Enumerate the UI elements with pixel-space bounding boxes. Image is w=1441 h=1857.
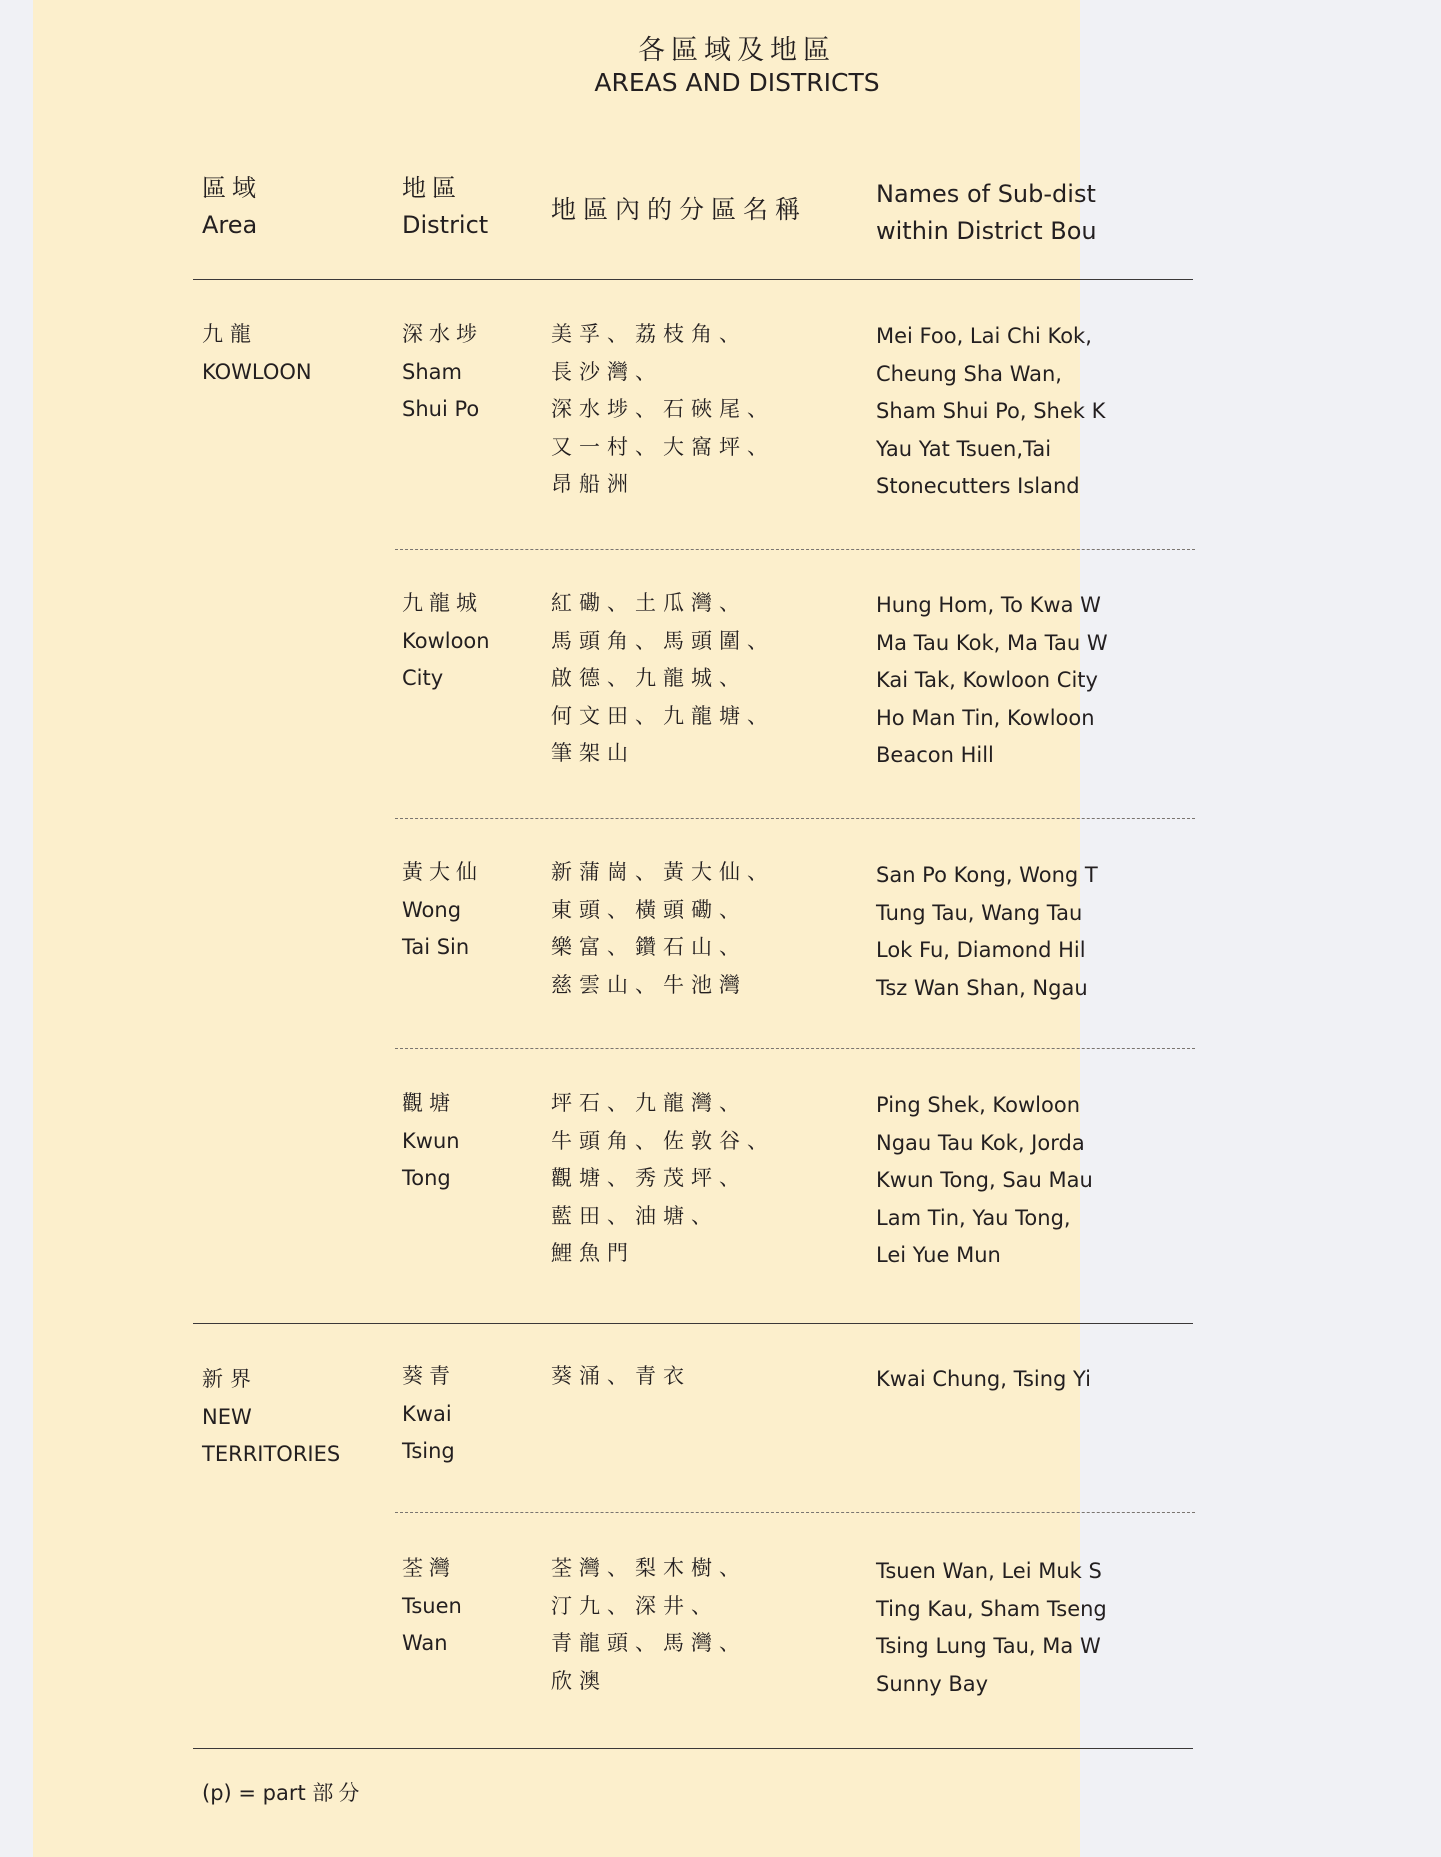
- area-divider: [193, 1323, 1193, 1324]
- subdistrict-line-zh: 美孚、荔枝角、: [551, 322, 747, 346]
- subdistricts-en-kowloon-city: [876, 587, 1108, 775]
- subdistrict-line-zh: 深水埗、石硤尾、: [551, 397, 775, 421]
- subdistricts-en-kwun-tong: [876, 1087, 1093, 1275]
- subdistricts-en-tsuen-wan: [876, 1553, 1107, 1703]
- subdistrict-line-en: Tung Tau, Wang Tau: [876, 900, 1083, 925]
- district-name-en: Wan: [402, 1631, 448, 1655]
- subdistrict-header-zh: 地區內的分區名稱: [551, 195, 808, 224]
- district-header-en: District: [402, 211, 489, 239]
- subdistrict-header-en: [876, 176, 1097, 250]
- subdistrict-line-zh: 新蒲崗、黃大仙、: [551, 860, 775, 884]
- subdistrict-line-en: Mei Foo, Lai Chi Kok,: [876, 324, 1092, 348]
- district-name-zh: 葵青: [402, 1364, 456, 1388]
- subdistrict-line-en: San Po Kong, Wong T: [876, 863, 1098, 887]
- subdistrict-line-en: Ma Tau Kok, Ma Tau W: [876, 630, 1108, 655]
- subdistrict-line-en: Kwai Chung, Tsing Yi: [876, 1367, 1091, 1391]
- district-name-en: Tong: [402, 1166, 451, 1190]
- district-name-zh: 九龍城: [402, 591, 483, 615]
- subdistrict-line-en: Tsz Wan Shan, Ngau: [876, 975, 1088, 1000]
- district-kwai-tsing: [402, 1358, 456, 1471]
- subdistricts-en-sham-shui-po: [876, 318, 1105, 506]
- subdistricts-zh-tsuen-wan: [551, 1550, 747, 1700]
- subdistrict-line-zh: 又一村、大窩坪、: [551, 434, 775, 459]
- subdistrict-line-zh: 筆架山: [551, 741, 635, 765]
- district-sham-shui-po: [402, 316, 483, 429]
- subdistrict-line-zh: 啟德、九龍城、: [551, 666, 747, 690]
- page-title-en: AREAS AND DISTRICTS: [594, 68, 880, 97]
- district-header: [402, 170, 488, 244]
- district-name-en: Kowloon: [402, 628, 490, 653]
- district-name-en: Kwai: [402, 1401, 452, 1426]
- subdistrict-line-zh: 欣澳: [551, 1668, 607, 1693]
- subdistrict-line-en: Ho Man Tin, Kowloon: [876, 705, 1095, 730]
- subdistricts-zh-sham-shui-po: [551, 316, 775, 504]
- subdistrict-line-en: Tsing Lung Tau, Ma W: [876, 1634, 1101, 1658]
- area-header-en: Area: [202, 211, 258, 239]
- subdistrict-line-zh: 荃灣、梨木樹、: [551, 1556, 747, 1580]
- subdistrict-line-zh: 汀九、深井、: [551, 1593, 719, 1618]
- subdistrict-line-zh: 東頭、橫頭磡、: [551, 897, 747, 922]
- table-bottom-rule: [193, 1748, 1193, 1749]
- subdistrict-line-en: Hung Hom, To Kwa W: [876, 593, 1101, 617]
- row-divider: [395, 1048, 1195, 1049]
- subdistrict-line-zh: 牛頭角、佐敦谷、: [551, 1128, 775, 1153]
- subdistricts-zh-wong-tai-sin: [551, 854, 775, 1004]
- area-header: [202, 170, 262, 244]
- subdistrict-line-en: Ting Kau, Sham Tseng: [876, 1596, 1107, 1621]
- subdistrict-line-en: Sham Shui Po, Shek K: [876, 399, 1106, 423]
- subdistrict-line-zh: 何文田、九龍塘、: [551, 703, 775, 728]
- district-name-en: Tsuen: [402, 1593, 462, 1618]
- district-name-en: Shui Po: [402, 397, 480, 421]
- district-name-en: Tai Sin: [402, 935, 470, 959]
- subdistrict-line-zh: 觀塘、秀茂坪、: [551, 1166, 747, 1190]
- subdistrict-line-en: Cheung Sha Wan,: [876, 361, 1062, 386]
- subdistrict-line-en: Lam Tin, Yau Tong,: [876, 1205, 1071, 1230]
- area-name-en: TERRITORIES: [202, 1442, 341, 1466]
- subdistricts-en-wong-tai-sin: [876, 857, 1098, 1007]
- subdistricts-zh-kowloon-city: [551, 585, 775, 773]
- district-kowloon-city: [402, 585, 490, 698]
- footnote-en: (p) = part: [202, 1781, 306, 1805]
- footnote-zh: 部分: [312, 1781, 365, 1805]
- subdistrict-line-en: Sunny Bay: [876, 1671, 989, 1696]
- page: [33, 0, 1108, 1857]
- row-divider: [395, 818, 1195, 819]
- district-wong-tai-sin: [402, 854, 483, 967]
- subdistrict-line-en: Kai Tak, Kowloon City: [876, 668, 1098, 692]
- subdistrict-line-zh: 慈雲山、牛池灣: [551, 972, 747, 997]
- subdistrict-header-en-line1: Names of Sub-dist: [876, 180, 1096, 208]
- subdistrict-line-zh: 樂富、鑽石山、: [551, 935, 747, 959]
- district-name-zh: 黃大仙: [402, 860, 483, 884]
- district-name-en: Tsing: [402, 1439, 455, 1463]
- subdistricts-en-kwai-tsing: [876, 1361, 1091, 1399]
- district-tsuen-wan: [402, 1550, 462, 1663]
- row-divider: [395, 1512, 1195, 1513]
- subdistrict-line-zh: 昂船洲: [551, 472, 635, 496]
- subdistrict-line-zh: 長沙灣、: [551, 359, 663, 384]
- subdistrict-line-en: Beacon Hill: [876, 743, 994, 767]
- subdistrict-line-en: Lok Fu, Diamond Hil: [876, 938, 1086, 962]
- district-name-zh: 觀塘: [402, 1091, 456, 1115]
- area-kowloon: [202, 316, 312, 391]
- area-name-zh: 九龍: [202, 322, 258, 346]
- area-header-zh: 區域: [202, 174, 262, 202]
- footnote: [202, 1777, 364, 1807]
- district-name-en: City: [402, 666, 444, 690]
- subdistrict-line-en: Lei Yue Mun: [876, 1243, 1001, 1267]
- district-kwun-tong: [402, 1085, 460, 1198]
- subdistrict-line-zh: 坪石、九龍灣、: [551, 1091, 747, 1115]
- area-name-en: KOWLOON: [202, 359, 312, 384]
- subdistricts-zh-kwai-tsing: [551, 1358, 691, 1396]
- district-name-en: Kwun: [402, 1128, 460, 1153]
- subdistrict-line-zh: 葵涌、青衣: [551, 1364, 691, 1388]
- area-new-territories: [202, 1361, 340, 1474]
- district-header-zh: 地區: [402, 174, 462, 202]
- district-name-en: Sham: [402, 359, 462, 384]
- area-name-en: NEW: [202, 1404, 252, 1429]
- subdistrict-line-en: Yau Yat Tsuen,Tai: [876, 436, 1052, 461]
- subdistrict-line-en: Stonecutters Island: [876, 474, 1080, 498]
- subdistrict-line-zh: 藍田、油塘、: [551, 1203, 719, 1228]
- subdistricts-zh-kwun-tong: [551, 1085, 775, 1273]
- subdistrict-line-zh: 紅磡、土瓜灣、: [551, 591, 747, 615]
- district-name-en: Wong: [402, 897, 462, 922]
- subdistrict-line-zh: 馬頭角、馬頭圍、: [551, 628, 775, 653]
- subdistrict-line-en: Tsuen Wan, Lei Muk S: [876, 1559, 1102, 1583]
- header-rule: [193, 279, 1193, 280]
- page-title-zh: 各區域及地區: [638, 35, 836, 66]
- row-divider: [395, 549, 1195, 550]
- subdistrict-line-zh: 鯉魚門: [551, 1241, 635, 1265]
- district-name-zh: 深水埗: [402, 322, 483, 346]
- subdistrict-line-zh: 青龍頭、馬灣、: [551, 1631, 747, 1655]
- subdistrict-line-en: Kwun Tong, Sau Mau: [876, 1168, 1093, 1192]
- area-name-zh: 新界: [202, 1367, 258, 1391]
- district-name-zh: 荃灣: [402, 1556, 456, 1580]
- subdistrict-line-en: Ping Shek, Kowloon: [876, 1093, 1081, 1117]
- subdistrict-header-en-line2: within District Bou: [876, 217, 1097, 245]
- subdistrict-line-en: Ngau Tau Kok, Jorda: [876, 1130, 1085, 1155]
